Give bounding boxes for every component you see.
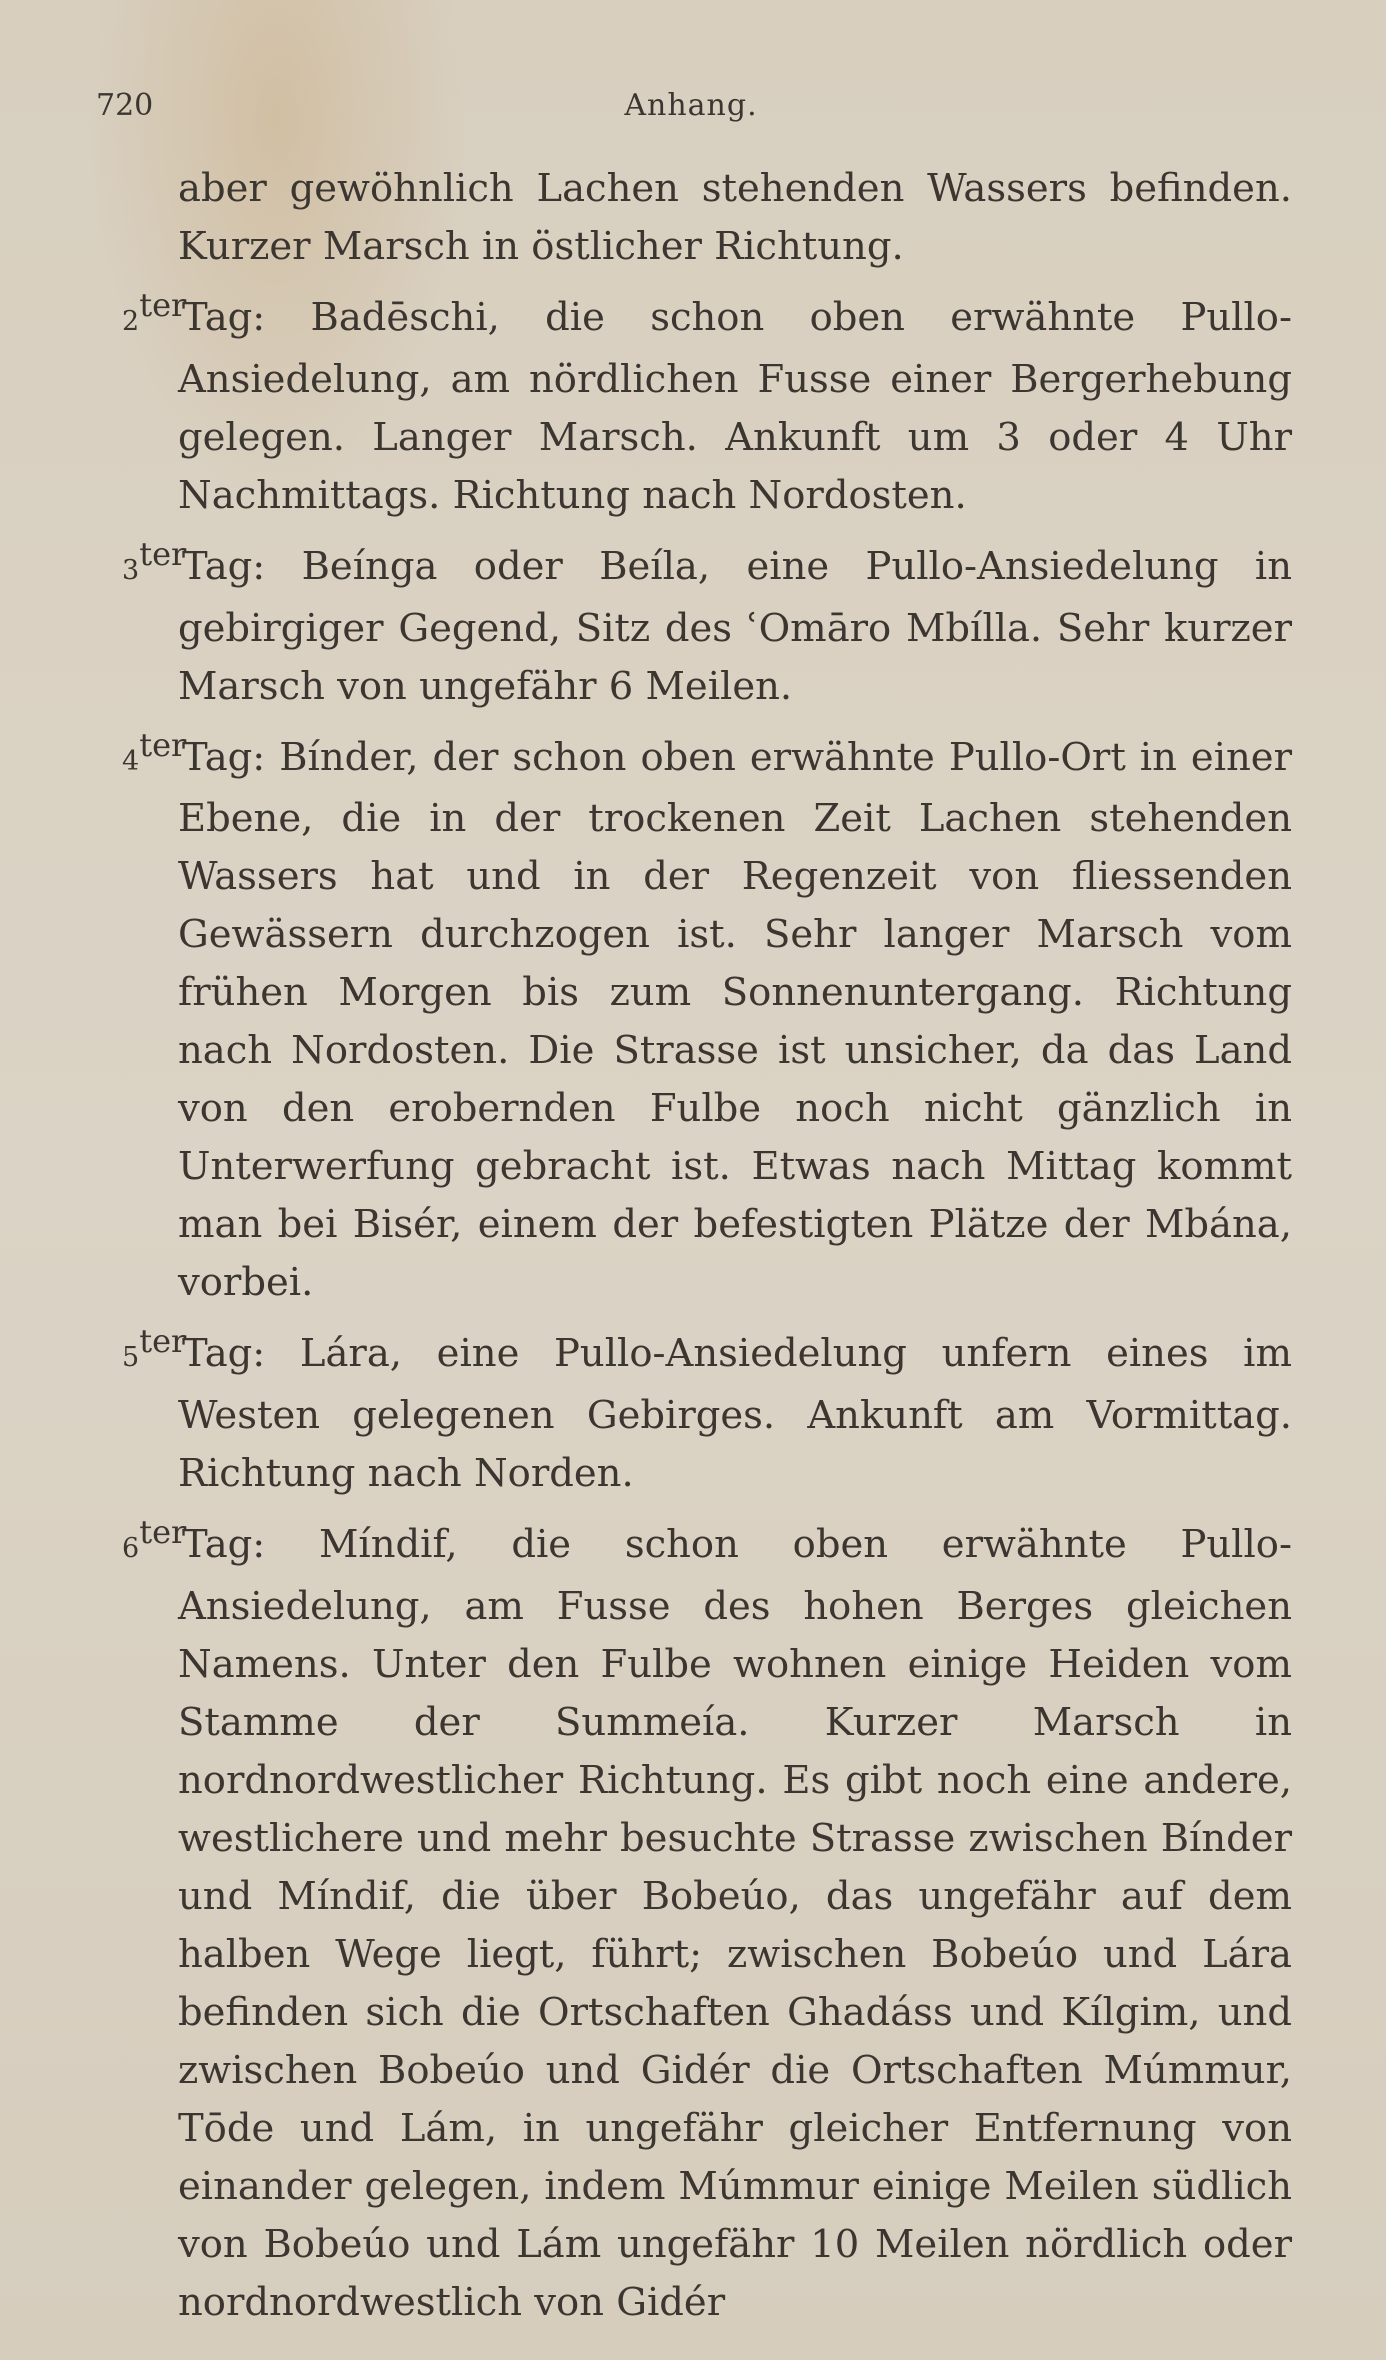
day-label xyxy=(122,716,187,791)
day-text: Tag: Míndif, die schon oben erwähnte Pullo-Ansiedelung, am Fusse des hohen Berges gleichen Namens. Unter den Fulbe wohnen einige Heiden vom Stamme der Summeía. Kurzer Marsch in nordnordwestlicher Richtung. Es gibt noch eine andere, westlichere und mehr besuchte Strasse zwischen Bínder und Míndif, die über Bobeúo, das ungefähr auf dem halben Wege liegt, führt; zwischen Bobeúo und Lára befinden sich die Ortschaften Ghadáss und Kílgim, und zwischen Bobeúo und Gidér die Ortschaften Múmmur, Tōde und Lám, in ungefähr gleicher Entfernung von einander gelegen, indem Múmmur einige Meilen südlich von Bobeúo und Lám ungefähr 10 Meilen nördlich oder nordnordwestlich von Gidér xyxy=(178,1522,1292,2326)
intro-paragraph: aber gewöhnlich Lachen stehenden Wassers befinden. Kurzer Marsch in östlicher Richtung. xyxy=(178,166,1292,269)
day-number: 5 xyxy=(122,1342,140,1374)
running-head: Anhang. xyxy=(624,88,758,123)
day-suffix: ter xyxy=(139,534,187,573)
day-5-entry xyxy=(122,1312,1292,1503)
day-text: Tag: Beínga oder Beíla, eine Pullo-Ansiedelung in gebirgiger Gegend, Sitz des ʿOmāro Mbílla. Sehr kurzer Marsch von ungefähr 6 Meilen. xyxy=(178,543,1292,709)
day-text: Tag: Badēschi, die schon oben erwähnte Pullo-Ansiedelung, am nördlichen Fusse einer Bergerhebung gelegen. Langer Marsch. Ankunft um 3 oder 4 Uhr Nachmittags. Richtung nach Nordosten. xyxy=(178,294,1292,518)
day-6-entry xyxy=(122,1503,1292,2332)
page-number: 720 xyxy=(96,88,154,123)
day-suffix: ter xyxy=(139,725,187,764)
page-header xyxy=(96,88,1286,132)
day-4-entry xyxy=(122,716,1292,1313)
day-text: Tag: Bínder, der schon oben erwähnte Pullo-Ort in einer Ebene, die in der trockenen Zeit Lachen stehenden Wassers hat und in der Regenzeit von fliessenden Gewässern durchzogen ist. Sehr langer Marsch vom frühen Morgen bis zum Sonnenuntergang. Richtung nach Nordosten. Die Strasse ist unsicher, da das Land von den erobernden Fulbe noch nicht gänzlich in Unterwerfung gebracht ist. Etwas nach Mittag kommt man bei Bisér, einem der befestigten Plätze der Mbána, vorbei. xyxy=(178,734,1292,1306)
day-number: 6 xyxy=(122,1533,140,1565)
day-label xyxy=(122,1312,187,1387)
day-suffix: ter xyxy=(139,1513,187,1552)
day-text: Tag: Lára, eine Pullo-Ansiedelung unfern eines im Westen gelegenen Gebirges. Ankunft am Vormittag. Richtung nach Norden. xyxy=(178,1331,1292,1497)
day-number: 4 xyxy=(122,745,140,777)
day-2-entry xyxy=(122,276,1292,525)
day-number: 2 xyxy=(122,305,140,337)
day-label xyxy=(122,1503,187,1578)
day-3-entry xyxy=(122,525,1292,716)
body-text xyxy=(122,160,1292,2332)
day-suffix: ter xyxy=(139,1322,187,1361)
day-label xyxy=(122,276,187,351)
day-suffix: ter xyxy=(139,286,187,324)
day-number: 3 xyxy=(122,554,140,586)
day-label xyxy=(122,525,187,600)
